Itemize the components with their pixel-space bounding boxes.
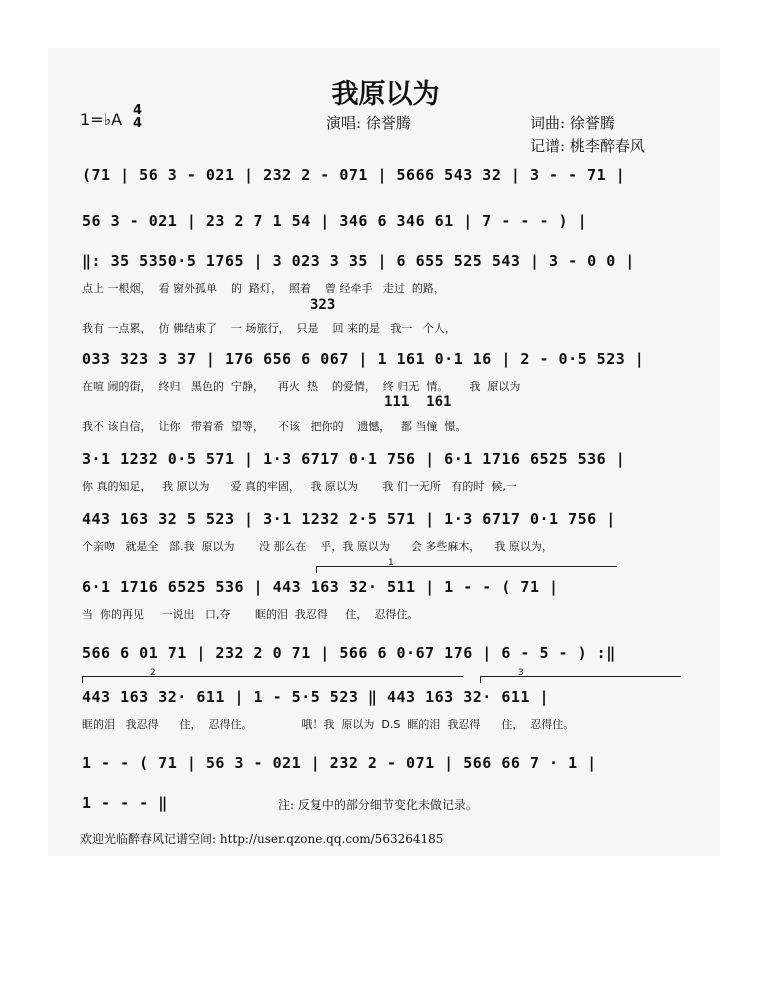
lyric-line: 我不 该自信， 让你 带着希 望等， 不该 把你的 遗憾， 都 当憧 憬。 xyxy=(82,420,467,433)
composer-credit: 词曲: 徐誉腾 xyxy=(530,114,615,132)
notation-row: 56 3 - 021 | 23 2 7 1 54 | 346 6 346 61 | 7 - - - ) | xyxy=(82,212,588,230)
alternate-notes: 323 xyxy=(310,297,336,313)
volta-number-3: 3 xyxy=(518,668,524,678)
volta-number-1: 1 xyxy=(388,558,394,568)
lyric-line: 你 真的知足， 我 原以为 爱 真的牢固， 我 原以为 我 们一无所 有的时 候,一 xyxy=(82,480,517,493)
notation-row: ‖: 35 5350·5 1765 | 3 023 3 35 | 6 655 525 543 | 3 - 0 0 | xyxy=(82,252,635,270)
notation-row: (71 | 56 3 - 021 | 232 2 - 071 | 5666 543 32 | 3 - - 71 | xyxy=(82,166,626,184)
notation-row: 6·1 1716 6525 536 | 443 163 32· 511 | 1 - - ( 71 | xyxy=(82,578,559,596)
footnote: 注: 反复中的部分细节变化未做记录。 xyxy=(278,798,478,812)
time-sig-bottom: 4 xyxy=(133,116,143,131)
lyric-line: 我有 一点累， 仿 佛结束了 一 场旅行， 只是 回 来的是 我一 个人， xyxy=(82,322,456,335)
volta-number-2: 2 xyxy=(150,668,156,678)
notation-row: 1 - - ( 71 | 56 3 - 021 | 232 2 - 071 | 566 66 7 · 1 | xyxy=(82,754,597,772)
song-title: 我原以为 xyxy=(331,79,440,110)
volta-bracket-3 xyxy=(480,676,681,683)
notation-row: 566 6 01 71 | 232 2 0 71 | 566 6 0·67 176 | 6 - 5 - ) :‖ xyxy=(82,644,616,662)
notation-row: 3·1 1232 0·5 571 | 1·3 6717 0·1 756 | 6·1 1716 6525 536 | xyxy=(82,450,626,468)
lyric-line: 点上 一根烟， 看 窗外孤单 的 路灯， 照着 曾 经牵手 走过 的路， xyxy=(82,282,445,295)
lyric-line: 眶的泪 我忍得 住， 忍得住。 哦！我 原以为 D.S 眶的泪 我忍得 住， 忍得住。 xyxy=(82,718,575,731)
notation-row: 443 163 32 5 523 | 3·1 1232 2·5 571 | 1·3 6717 0·1 756 | xyxy=(82,510,616,528)
time-sig-top: 4 xyxy=(133,103,143,118)
lyric-line: 个亲吻 就是全 部.我 原以为 没 那么在 乎，我 原以为 会 多些麻木， 我 原以为， xyxy=(82,540,553,553)
volta-bracket-1 xyxy=(316,566,617,573)
lyric-line: 当 你的再见 一说出 口,夺 眶的泪 我忍得 住， 忍得住。 xyxy=(82,608,419,621)
notation-row: 443 163 32· 611 | 1 - 5·5 523 ‖ 443 163 32· 611 | xyxy=(82,688,550,706)
key-signature: 1=♭A xyxy=(80,110,123,129)
notation-row: 033 323 3 37 | 176 656 6 067 | 1 161 0·1 16 | 2 - 0·5 523 | xyxy=(82,350,645,368)
footer-text: 欢迎光临醉春风记谱空间: http://user.qzone.qq.com/563264185 xyxy=(80,832,444,846)
alternate-notes: 111 161 xyxy=(384,394,452,410)
notation-row: 1 - - - ‖ xyxy=(82,794,168,812)
time-signature xyxy=(133,104,142,130)
transcriber-credit: 记谱: 桃李醉春风 xyxy=(530,137,645,155)
singer-credit: 演唱: 徐誉腾 xyxy=(326,114,411,132)
volta-bracket-2 xyxy=(82,676,463,683)
lyric-line: 在喧 闹的街， 终归 黑色的 宁静， 再火 热 的爱情， 终 归无 情。 我 原以为 xyxy=(82,380,521,393)
